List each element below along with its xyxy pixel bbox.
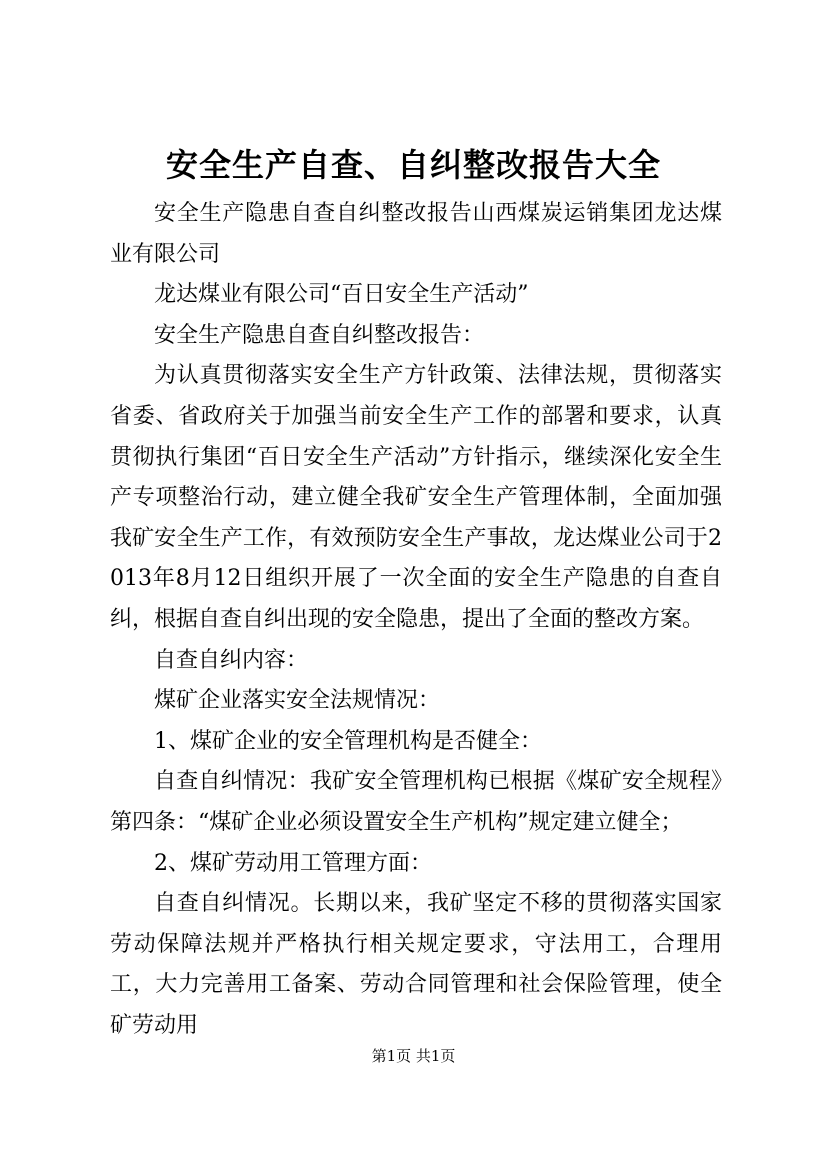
paragraph-8: 自查自纠情况：我矿安全管理机构已根据《煤矿安全规程》第四条：“煤矿企业必须设置安全生产机构”规定建立健全； — [110, 769, 722, 835]
document-body — [110, 194, 722, 1046]
paragraph-10: 自查自纠情况。长期以来，我矿坚定不移的贯彻落实国家劳动保障法规并严格执行相关规定要求，守法用工，合理用工，大力完善用工备案、劳动合同管理和社会保险管理，使全矿劳动用 — [110, 891, 722, 1038]
paragraph-1: 安全生产隐患自查自纠整改报告山西煤炭运销集团龙达煤业有限公司 — [110, 201, 722, 267]
page-footer: 第1页 共1页 — [371, 1047, 456, 1065]
paragraph-3: 安全生产隐患自查自纠整改报告： — [154, 322, 485, 348]
paragraph-4: 为认真贯彻落实安全生产方针政策、法律法规，贯彻落实省委、省政府关于加强当前安全生产工作的部署和要求，认真贯彻执行集团“百日安全生产活动”方针指示，继续深化安全生产专项整治行动，建立健全我矿安全生产管理体制，全面加强我矿安全生产工作，有效预防安全生产事故，龙达煤业公司于2013年8月12日组织开展了一次全面的安全生产隐患的自查自纠，根据自查自纠出现的安全隐患，提出了全面的整改方案。 — [110, 363, 722, 632]
paragraph-9: 2、煤矿劳动用工管理方面： — [154, 850, 432, 876]
paragraph-5: 自查自纠内容： — [154, 647, 309, 673]
paragraph-7: 1、煤矿企业的安全管理机构是否健全： — [154, 728, 542, 754]
paragraph-2: 龙达煤业有限公司“百日安全生产活动” — [154, 282, 529, 308]
paragraph-6: 煤矿企业落实安全法规情况： — [154, 688, 441, 714]
document-title: 安全生产自查、自纠整改报告大全 — [165, 146, 661, 184]
